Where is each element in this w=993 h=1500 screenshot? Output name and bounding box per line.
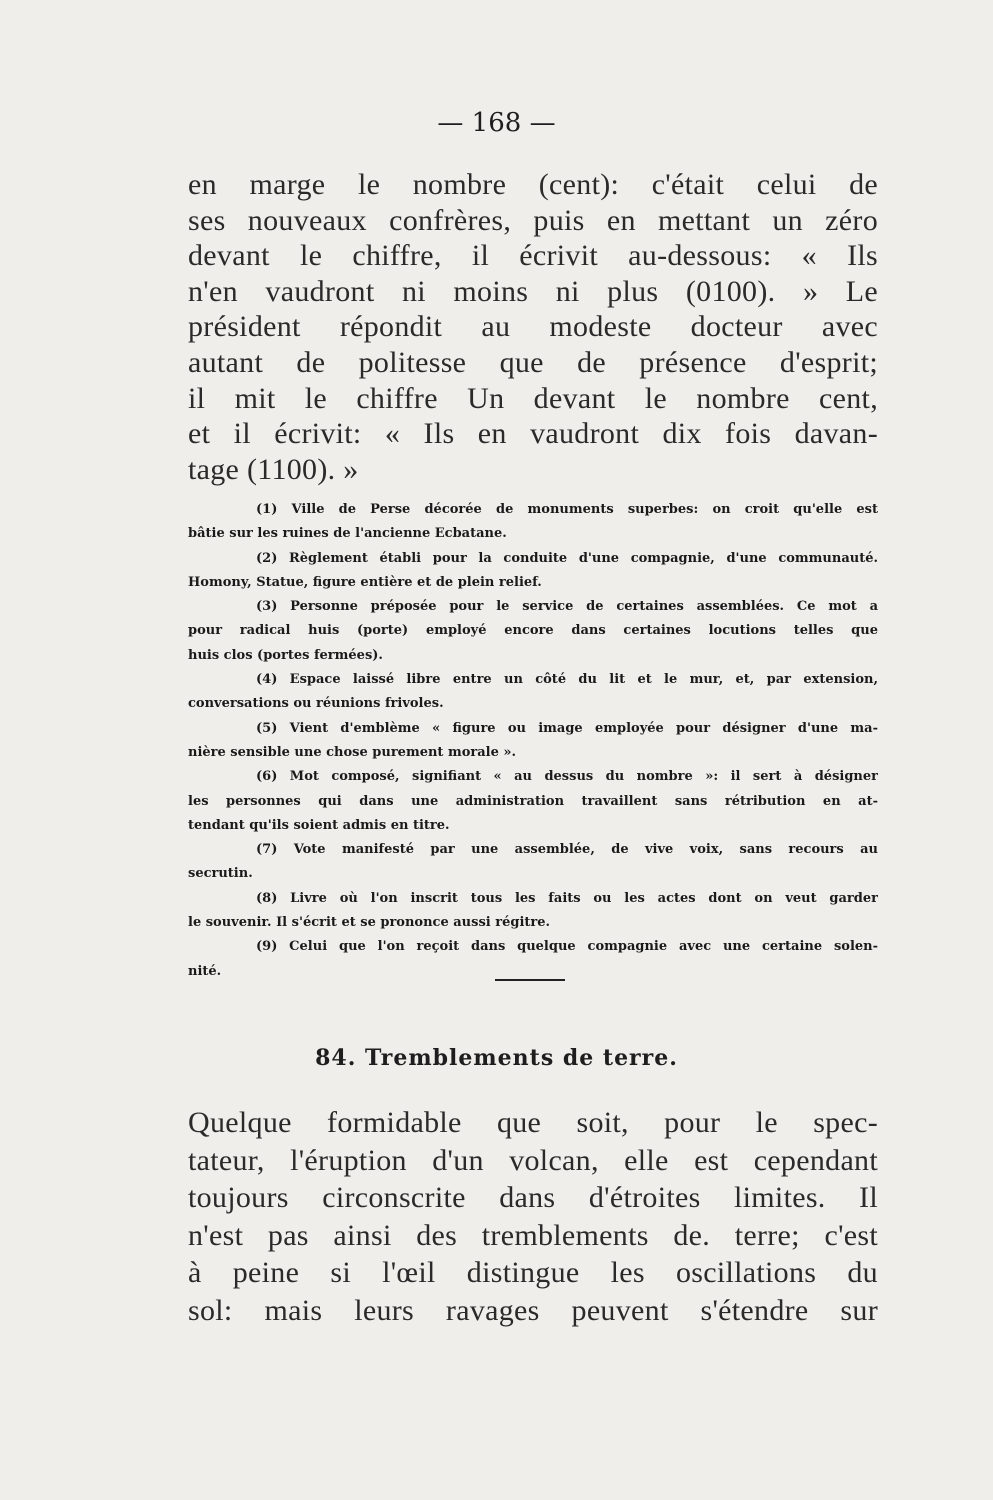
section-heading: 84. Tremblements de terre. (315, 1045, 678, 1071)
text-line: (9) Celui que l'on reçoit dans quelque compagnie avec une certaine solen- (256, 939, 878, 955)
text-line: bâtie sur les ruines de l'ancienne Ecbatane. (188, 526, 507, 542)
text-line: (3) Personne préposée pour le service de certaines assemblées. Ce mot a (256, 599, 878, 615)
text-line: les personnes qui dans une administration travaillent sans rétribution en at- (188, 793, 878, 809)
text-line: président répondit au modeste docteur avec (188, 310, 878, 344)
text-line: devant le chiffre, il écrivit au-dessous: « Ils (188, 239, 878, 273)
text-line: (7) Vote manifesté par une assemblée, de vive voix, sans recours au (256, 842, 878, 858)
text-line: pour radical huis (porte) employé encore dans certaines locutions telles que (188, 623, 878, 639)
text-line: tage (1100). » (188, 452, 359, 486)
text-line: n'en vaudront ni moins ni plus (0100). » Le (188, 274, 878, 308)
text-line: tendant qu'ils soient admis en titre. (188, 817, 450, 833)
text-line: (4) Espace laissé libre entre un côté du lit et le mur, et, par extension, (256, 672, 878, 688)
text-line: il mit le chiffre Un devant le nombre cent, (188, 381, 878, 415)
text-line: Homony, Statue, figure entière et de plein relief. (188, 574, 542, 590)
text-line: et il écrivit: « Ils en vaudront dix fois davan- (188, 417, 878, 451)
text-line: ses nouveaux confrères, puis en mettant un zéro (188, 203, 878, 237)
continued-paragraph (188, 167, 878, 487)
text-line: nité. (188, 963, 222, 979)
text-line: (2) Règlement établi pour la conduite d'une compagnie, d'une communauté. (256, 550, 878, 566)
text-line: (1) Ville de Perse décorée de monuments superbes: on croit qu'elle est (256, 502, 878, 517)
text-line: le souvenir. Il s'écrit et se prononce aussi régitre. (188, 915, 551, 931)
text-line: à peine si l'œil distingue les oscillations du (188, 1256, 878, 1289)
section-divider (495, 979, 565, 981)
text-line: (8) Livre où l'on inscrit tous les faits ou les actes dont on veut garder (256, 890, 878, 906)
section-paragraph (188, 1104, 878, 1329)
text-line: huis clos (portes fermées). (188, 647, 383, 663)
page-number: — 168 — (437, 108, 556, 138)
footnotes (188, 498, 878, 984)
text-line: secrutin. (188, 866, 253, 882)
text-line: nière sensible une chose purement morale ». (188, 744, 517, 760)
text-line: (6) Mot composé, signifiant « au dessus du nombre »: il sert à désigner (256, 769, 878, 785)
text-line: n'est pas ainsi des tremblements de. terre; c'est (188, 1218, 878, 1252)
text-line: tateur, l'éruption d'un volcan, elle est cependant (188, 1143, 878, 1177)
text-line: sol: mais leurs ravages peuvent s'étendre sur (188, 1293, 878, 1327)
text-line: autant de politesse que de présence d'esprit; (188, 345, 878, 379)
text-line: toujours circonscrite dans d'étroites limites. Il (188, 1181, 878, 1214)
text-line: Quelque formidable que soit, pour le spec- (188, 1106, 878, 1139)
text-line: (5) Vient d'emblème « figure ou image employée pour désigner d'une ma- (256, 720, 878, 736)
text-line: conversations ou réunions frivoles. (188, 696, 444, 712)
text-line: en marge le nombre (cent): c'était celui de (188, 168, 878, 201)
